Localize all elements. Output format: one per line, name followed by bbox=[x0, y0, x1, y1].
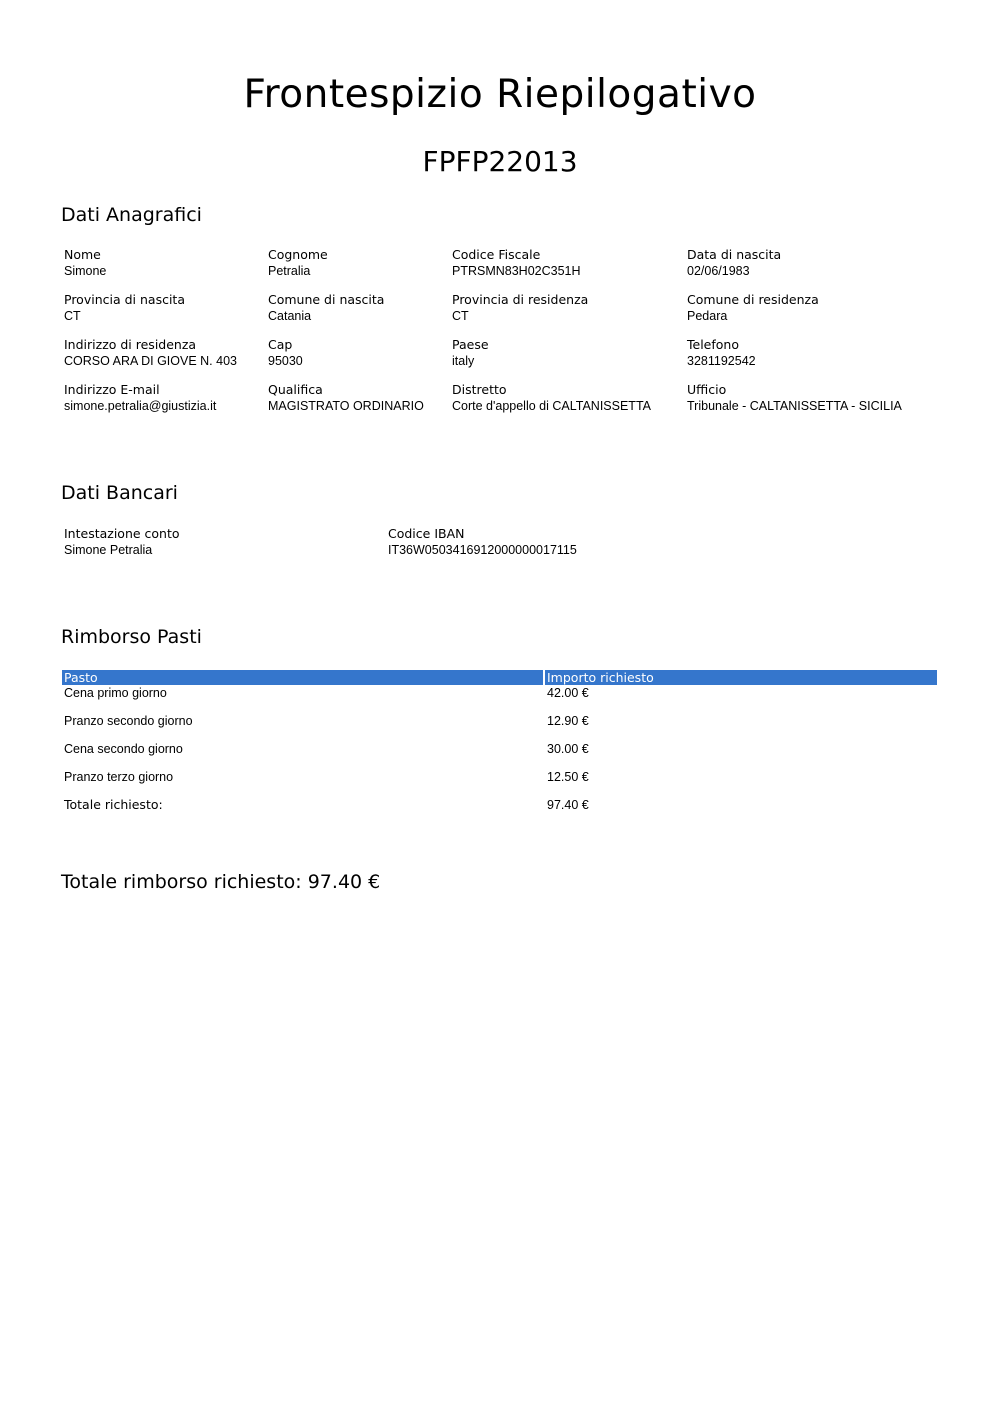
field-label: Telefono bbox=[687, 337, 739, 352]
field-value: Tribunale - CALTANISSETTA - SICILIA bbox=[687, 399, 902, 413]
field-codice-fiscale bbox=[452, 247, 581, 279]
field-qualifica bbox=[268, 382, 424, 414]
field-paese bbox=[452, 337, 489, 369]
field-intestazione-conto bbox=[64, 526, 180, 558]
field-value: 3281192542 bbox=[687, 354, 756, 368]
field-cognome bbox=[268, 247, 328, 279]
cell-importo: 12.50 € bbox=[547, 770, 589, 784]
field-indirizzo-email bbox=[64, 382, 216, 414]
field-value: CT bbox=[452, 309, 469, 323]
field-value: CORSO ARA DI GIOVE N. 403 bbox=[64, 354, 237, 368]
section-title-anagrafici: Dati Anagrafici bbox=[61, 204, 202, 226]
cell-pasto: Cena secondo giorno bbox=[64, 742, 183, 756]
field-data-di-nascita bbox=[687, 247, 781, 279]
header-pasto: Pasto bbox=[64, 670, 98, 685]
cell-pasto: Pranzo secondo giorno bbox=[64, 714, 193, 728]
field-label: Cognome bbox=[268, 247, 328, 262]
field-label: Data di nascita bbox=[687, 247, 782, 262]
field-label: Paese bbox=[452, 337, 489, 352]
field-value: IT36W0503416912000000017115 bbox=[388, 543, 577, 557]
field-codice-iban bbox=[388, 526, 577, 558]
field-label: Codice Fiscale bbox=[452, 247, 541, 262]
field-value: Petralia bbox=[268, 264, 311, 278]
total-value: 97.40 € bbox=[547, 798, 589, 812]
field-label: Nome bbox=[64, 247, 101, 262]
field-label: Indirizzo E-mail bbox=[64, 382, 160, 397]
section-title-bancari: Dati Bancari bbox=[61, 482, 178, 504]
field-cap bbox=[268, 337, 303, 369]
cell-importo: 12.90 € bbox=[547, 714, 589, 728]
field-value: Simone Petralia bbox=[64, 543, 153, 557]
field-indirizzo-di-residenza bbox=[64, 337, 237, 369]
document-code: FPFP22013 bbox=[422, 145, 578, 178]
table-total-row bbox=[62, 797, 937, 825]
field-comune-di-nascita bbox=[268, 292, 384, 324]
field-label: Cap bbox=[268, 337, 293, 352]
field-label: Comune di nascita bbox=[268, 292, 385, 307]
table-row bbox=[62, 769, 937, 797]
page-title: Frontespizio Riepilogativo bbox=[243, 72, 757, 117]
field-value: MAGISTRATO ORDINARIO bbox=[268, 399, 424, 413]
total-label: Totale richiesto: bbox=[64, 797, 163, 812]
field-label: Distretto bbox=[452, 382, 507, 397]
field-value: Corte d'appello di CALTANISSETTA bbox=[452, 399, 651, 413]
field-label: Ufficio bbox=[687, 382, 727, 397]
field-value: 95030 bbox=[268, 354, 303, 368]
field-value: CT bbox=[64, 309, 81, 323]
field-label: Comune di residenza bbox=[687, 292, 819, 307]
field-provincia-di-nascita bbox=[64, 292, 185, 324]
grand-total: Totale rimborso richiesto: 97.40 € bbox=[61, 871, 381, 893]
field-label: Codice IBAN bbox=[388, 526, 465, 541]
meal-table bbox=[62, 670, 937, 825]
field-label: Provincia di residenza bbox=[452, 292, 589, 307]
field-provincia-di-residenza bbox=[452, 292, 588, 324]
field-label: Provincia di nascita bbox=[64, 292, 185, 307]
table-row bbox=[62, 713, 937, 741]
field-value: Pedara bbox=[687, 309, 728, 323]
field-value: italy bbox=[452, 354, 475, 368]
field-label: Intestazione conto bbox=[64, 526, 180, 541]
field-value: 02/06/1983 bbox=[687, 264, 750, 278]
field-distretto bbox=[452, 382, 651, 414]
header-importo: Importo richiesto bbox=[547, 670, 654, 685]
field-label: Indirizzo di residenza bbox=[64, 337, 197, 352]
field-label: Qualifica bbox=[268, 382, 323, 397]
table-row bbox=[62, 741, 937, 769]
field-comune-di-residenza bbox=[687, 292, 819, 324]
field-value: Simone bbox=[64, 264, 107, 278]
table-row bbox=[62, 685, 937, 713]
field-ufficio bbox=[687, 382, 902, 414]
meal-table-header bbox=[62, 670, 937, 685]
field-value: simone.petralia@giustizia.it bbox=[64, 399, 217, 413]
field-nome bbox=[64, 247, 106, 279]
cell-pasto: Cena primo giorno bbox=[64, 686, 167, 700]
cell-pasto: Pranzo terzo giorno bbox=[64, 770, 174, 784]
section-title-pasti: Rimborso Pasti bbox=[61, 626, 202, 648]
field-value: Catania bbox=[268, 309, 312, 323]
field-value: PTRSMN83H02C351H bbox=[452, 264, 581, 278]
field-telefono bbox=[687, 337, 756, 369]
cell-importo: 30.00 € bbox=[547, 742, 589, 756]
cell-importo: 42.00 € bbox=[547, 686, 589, 700]
